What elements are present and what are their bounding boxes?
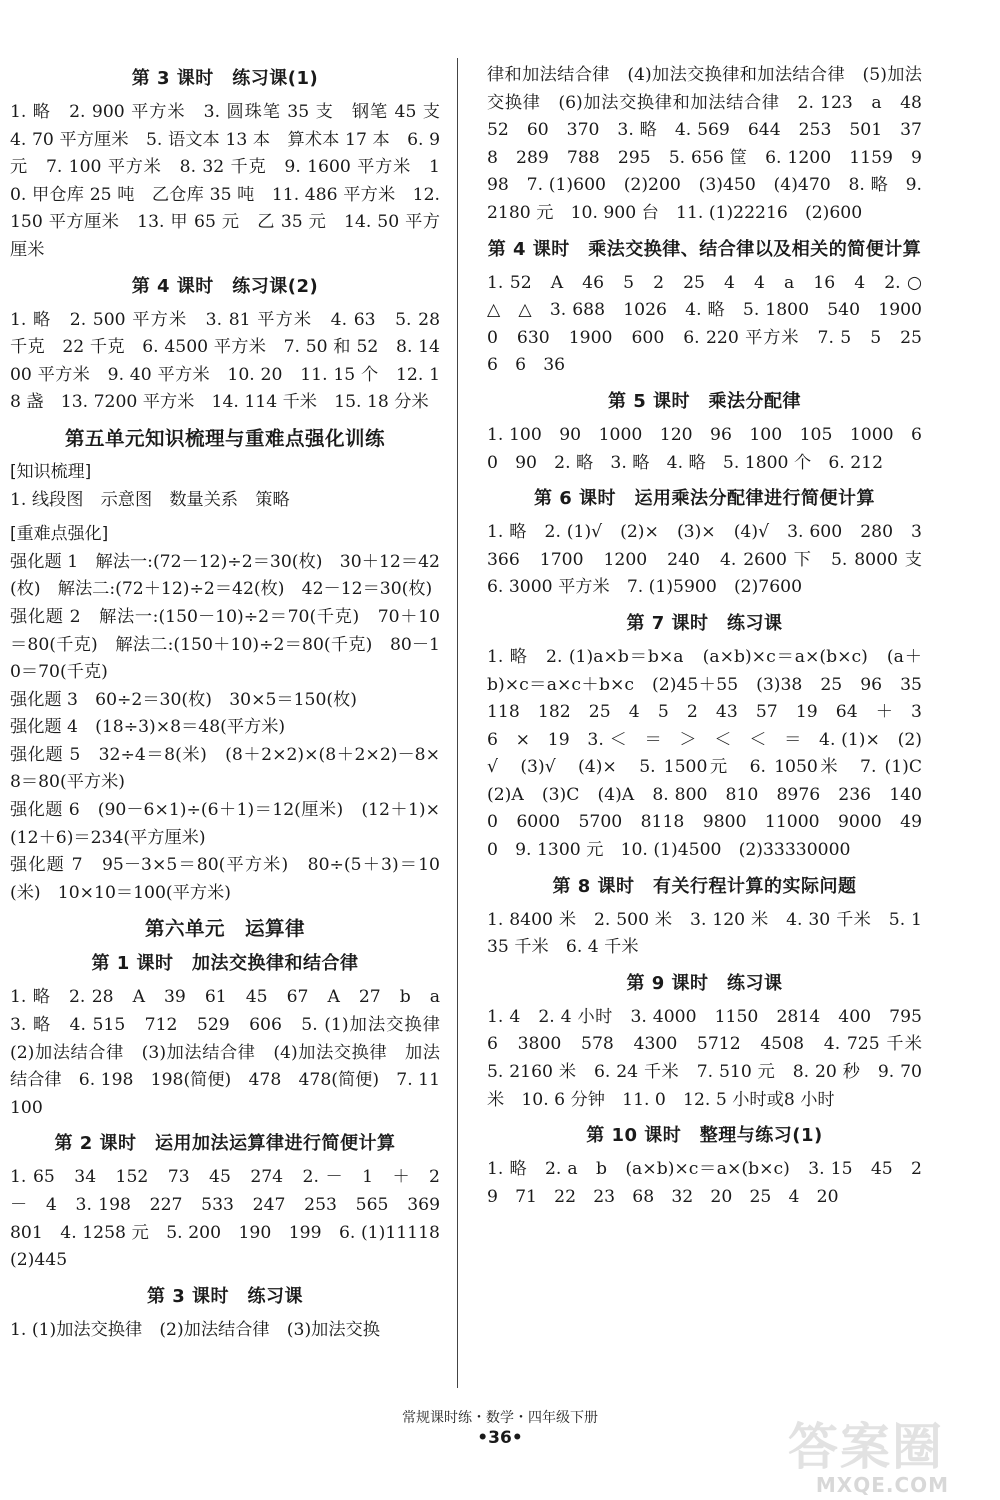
section-heading: 第 1 课时 加法交换律和结合律 [91, 953, 359, 975]
watermark-logo: 答案圈 [788, 1418, 944, 1476]
answer-paragraph: 1. 100 90 1000 120 96 100 105 1000 60 90 2. 略 3. 略 4. 略 5. 1800 个 6. 212 [487, 424, 922, 473]
answer-paragraph: 强化题 7 95－3×5＝80(平方米) 80÷(5＋3)＝10(米) 10×10＝100(平方米) [10, 855, 440, 903]
unit-heading: 第六单元 运算律 [144, 917, 305, 941]
right-column [487, 62, 940, 1218]
answer-line: 强化题 1 解法一:(72－12)÷2＝30(枚) 30＋12＝42(枚) 解法二:(72＋12)÷2＝42(枚) 42－12＝30(枚) [10, 551, 440, 600]
section-heading: 第 4 课时 乘法交换律、结合律以及相关的简便计算 [487, 238, 922, 260]
answer-line: 强化题 5 32÷4＝8(米) (8＋2×2)×(8＋2×2)－8×8＝80(平方米) [10, 744, 440, 793]
answer-line: 强化题 2 解法一:(150－10)÷2＝70(千克) 70＋10＝80(千克) 解法二:(150＋10)÷2＝80(千克) 80－10＝70(千克) [10, 606, 440, 683]
watermark-url: MXQE.COM [815, 1473, 950, 1497]
section-heading: 第 3 课时 练习课 [146, 1285, 304, 1307]
answer-paragraph: 1. 略 2. (1)√ (2)× (3)× (4)√ 3. 600 280 3366 1700 1200 240 4. 2600 下 5. 8000 支 6. 3000 平方米 7. (1)5900 (2)7600 [487, 522, 940, 598]
section-heading: 第 3 课时 练习课(1) [131, 68, 319, 89]
bracket-label: [重难点强化] [10, 524, 109, 545]
watermark [770, 1405, 995, 1497]
column-divider [457, 58, 458, 1388]
unit-heading: 第五单元知识梳理与重难点强化训练 [64, 426, 385, 450]
section-heading: 第 2 课时 运用加法运算律进行简便计算 [54, 1133, 396, 1155]
answer-line: 强化题 6 (90－6×1)÷(6＋1)＝12(厘米) (12＋1)×(12＋6)＝234(平方厘米) [10, 800, 440, 848]
answer-paragraph: 1. 略 2. a b (a×b)×c＝a×(b×c) 3. 15 45 29 71 22 23 68 32 20 25 4 20 [487, 1159, 922, 1207]
section-heading: 第 5 课时 乘法分配律 [607, 390, 802, 412]
page-number: •36• [477, 1428, 523, 1448]
footer-series-title: 常规课时练・数学・四年级下册 [402, 1410, 598, 1426]
answer-paragraph: 1. 略 2. 500 平方米 3. 81 平方米 4. 63 5. 28 千克 22 千克 6. 4500 平方米 7. 50 和 52 8. 1400 平方米 9. 40 平方米 10. 20 11. 15 个 12. 18 盏 13. 7200 平方米 14. 114 千米 15. 18 分米 [10, 309, 440, 413]
answer-paragraph: 1. 略 2. 900 平方米 3. 圆珠笔 35 支 钢笔 45 支 4. 70 平方厘米 5. 语文本 13 本 算术本 17 本 6. 9 元 7. 100 平方米 8. 32 千克 9. 1600 平方米 10. 甲仓库 25 吨 乙仓库 35 吨 11. 486 平方米 12. 150 平方厘米 13. 甲 65 元 乙 35 元 14. 50 平方厘米 [10, 102, 458, 260]
answer-paragraph: 1. 略 2. (1)a×b＝b×a (a×b)×c＝a×(b×c) (a＋b)×c＝a×c＋b×c (2)45＋55 (3)38 25 96 35 118 182 25 4 5 2 43 57 19 64 ＋ 36 × 19 3. ＜ ＝ ＞ ＜ ＜ ＝ 4. (1)× (2)√ (3)√ (4)× 5. 1500元 6. 1050米 7. (1)C (2)A (3)C (4)A 8. 800 810 8976 236 1400 6000 5700 8118 9800 11000 9000 490 9. 1300 元 10. (1)4500 (2)33330000 [487, 646, 940, 861]
bracket-label: [知识梳理] [10, 461, 92, 482]
answer-line: 强化题 3 60÷2＝30(枚) 30×5＝150(枚) [10, 689, 357, 710]
answer-paragraph: 1. (1)加法交换律 (2)加法结合律 (3)加法交换 [10, 1319, 380, 1340]
answer-paragraph: 律和加法结合律 (4)加法交换律和加法结合律 (5)加法交换律 (6)加法交换律和加法结合律 2. 123 a 48 52 60 370 3. 略 4. 569 644 253 501 378 289 788 295 5. 656 筐 6. 1200 1159 998 7. (1)600 (2)200 (3)450 (4)470 8. 略 9. 2180 元 10. 900 台 11. (1)22216 (2)600 [487, 65, 940, 223]
section-heading: 第 10 课时 整理与练习(1) [586, 1125, 823, 1147]
section-heading: 第 7 课时 练习课 [626, 612, 783, 634]
answer-paragraph: 1. 4 2. 4 小时 3. 4000 1150 2814 400 7956 3800 578 4300 5712 4508 4. 725 千米 5. 2160 米 6. 24 千米 7. 510 元 8. 20 秒 9. 70 米 10. 6 分钟 11. 0 12. 5 小时或8 小时 [487, 1006, 940, 1110]
section-heading: 第 4 课时 练习课(2) [131, 275, 319, 297]
answer-paragraph: 1. 52 A 46 5 2 25 4 4 a 16 4 2. ○ △ △ 3. 688 1026 4. 略 5. 1800 540 19000 630 1900 600 6. 220 平方米 7. 5 5 25 6 6 36 [487, 272, 940, 376]
answer-paragraph: 1. 8400 米 2. 500 米 3. 120 米 4. 30 千米 5. 135 千米 6. 4 千米 [487, 909, 922, 958]
answer-line: 强化题 4 (18÷3)×8＝48(平方米) [10, 717, 286, 738]
answer-paragraph: 1. 略 2. 28 A 39 61 45 67 A 27 b a 3. 略 4. 515 712 529 606 5. (1)加法交换律 (2)加法结合律 (3)加法结合律 (4)加法交换律 加法结合律 6. 198 198(简便) 478 478(简便) 7. 11100 [10, 987, 458, 1118]
left-column [10, 62, 458, 1351]
answer-paragraph: 1. 65 34 152 73 45 274 2. － 1 ＋ 2 － 4 3. 198 227 533 247 253 565 369 801 4. 1258 元 5. 200 190 199 6. (1)11118 (2)445 [10, 1167, 458, 1271]
section-heading: 第 8 课时 有关行程计算的实际问题 [552, 875, 857, 897]
section-heading: 第 6 课时 运用乘法分配律进行简便计算 [533, 488, 876, 510]
section-heading: 第 9 课时 练习课 [626, 972, 783, 994]
answer-paragraph: 1. 线段图 示意图 数量关系 策略 [10, 489, 290, 510]
